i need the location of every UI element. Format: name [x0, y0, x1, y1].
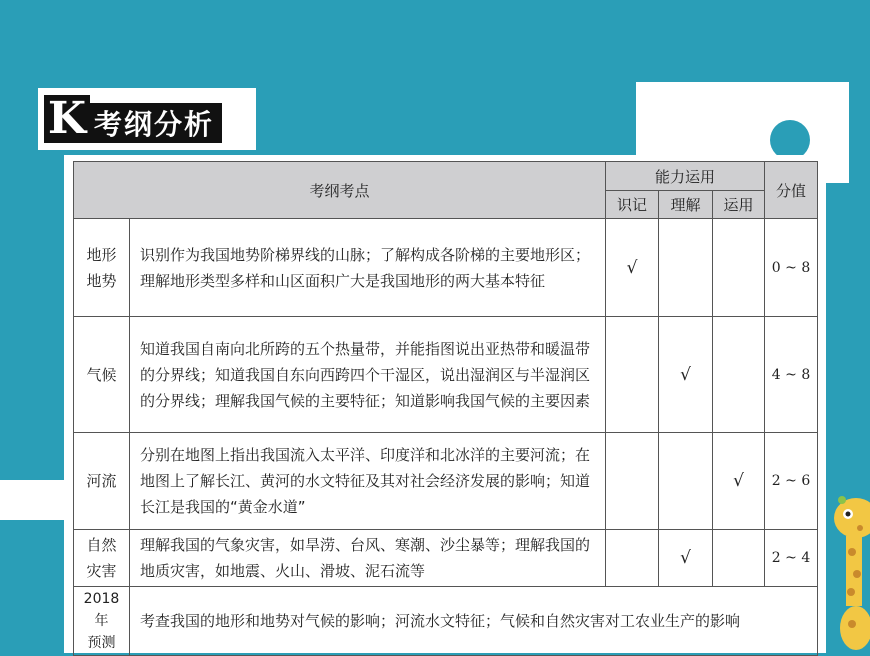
mark-memorize [606, 317, 659, 433]
row-category: 地形 地势 [74, 219, 130, 317]
syllabus-table [73, 161, 818, 656]
row-category: 气候 [74, 317, 130, 433]
row-description: 分别在地图上指出我国流入太平洋、印度洋和北冰洋的主要河流；在地图上了解长江、黄河的水文特征及其对社会经济发展的影响；知道长江是我国的“黄金水道” [130, 433, 606, 530]
row-score: 2 ~ 6 [765, 433, 818, 530]
table-row [74, 317, 818, 433]
prediction-label: 2018 年 预测 [74, 587, 130, 656]
mark-understand: √ [659, 317, 713, 433]
row-category: 自然 灾害 [74, 530, 130, 587]
mark-apply [713, 219, 765, 317]
header-apply: 运用 [713, 191, 765, 219]
decorative-circle [770, 120, 810, 160]
row-score: 2 ~ 4 [765, 530, 818, 587]
section-heading [38, 88, 256, 150]
table-row [74, 433, 818, 530]
row-description: 知道我国自南向北所跨的五个热量带，并能指图说出亚热带和暖温带的分界线；知道我国自东向西跨四个干湿区，说出湿润区与半湿润区的分界线；理解我国气候的主要特征；知道影响我国气候的主要因素 [130, 317, 606, 433]
row-score: 4 ~ 8 [765, 317, 818, 433]
mark-understand [659, 219, 713, 317]
header-points: 考纲考点 [74, 162, 606, 219]
table-row [74, 530, 818, 587]
row-description: 理解我国的气象灾害，如旱涝、台风、寒潮、沙尘暴等；理解我国的地质灾害，如地震、火山、滑坡、泥石流等 [130, 530, 606, 587]
header-understand: 理解 [659, 191, 713, 219]
header-score: 分值 [765, 162, 818, 219]
header-memorize: 识记 [606, 191, 659, 219]
decorative-white-strip [0, 480, 64, 520]
row-description: 识别作为我国地势阶梯界线的山脉；了解构成各阶梯的主要地形区；理解地形类型多样和山区面积广大是我国地形的两大基本特征 [130, 219, 606, 317]
mark-understand [659, 433, 713, 530]
header-ability: 能力运用 [606, 162, 765, 191]
mark-apply: √ [713, 433, 765, 530]
heading-title: 考纲分析 [90, 103, 222, 143]
row-category: 河流 [74, 433, 130, 530]
row-score: 0 ~ 8 [765, 219, 818, 317]
mark-memorize: √ [606, 219, 659, 317]
mark-apply [713, 530, 765, 587]
mark-understand: √ [659, 530, 713, 587]
giraffe-cartoon-icon [826, 488, 870, 653]
prediction-row [74, 587, 818, 656]
table-row [74, 219, 818, 317]
mark-memorize [606, 530, 659, 587]
mark-apply [713, 317, 765, 433]
mark-memorize [606, 433, 659, 530]
prediction-text: 考查我国的地形和地势对气候的影响；河流水文特征；气候和自然灾害对工农业生产的影响 [130, 587, 818, 656]
heading-k-badge: K [44, 95, 90, 143]
